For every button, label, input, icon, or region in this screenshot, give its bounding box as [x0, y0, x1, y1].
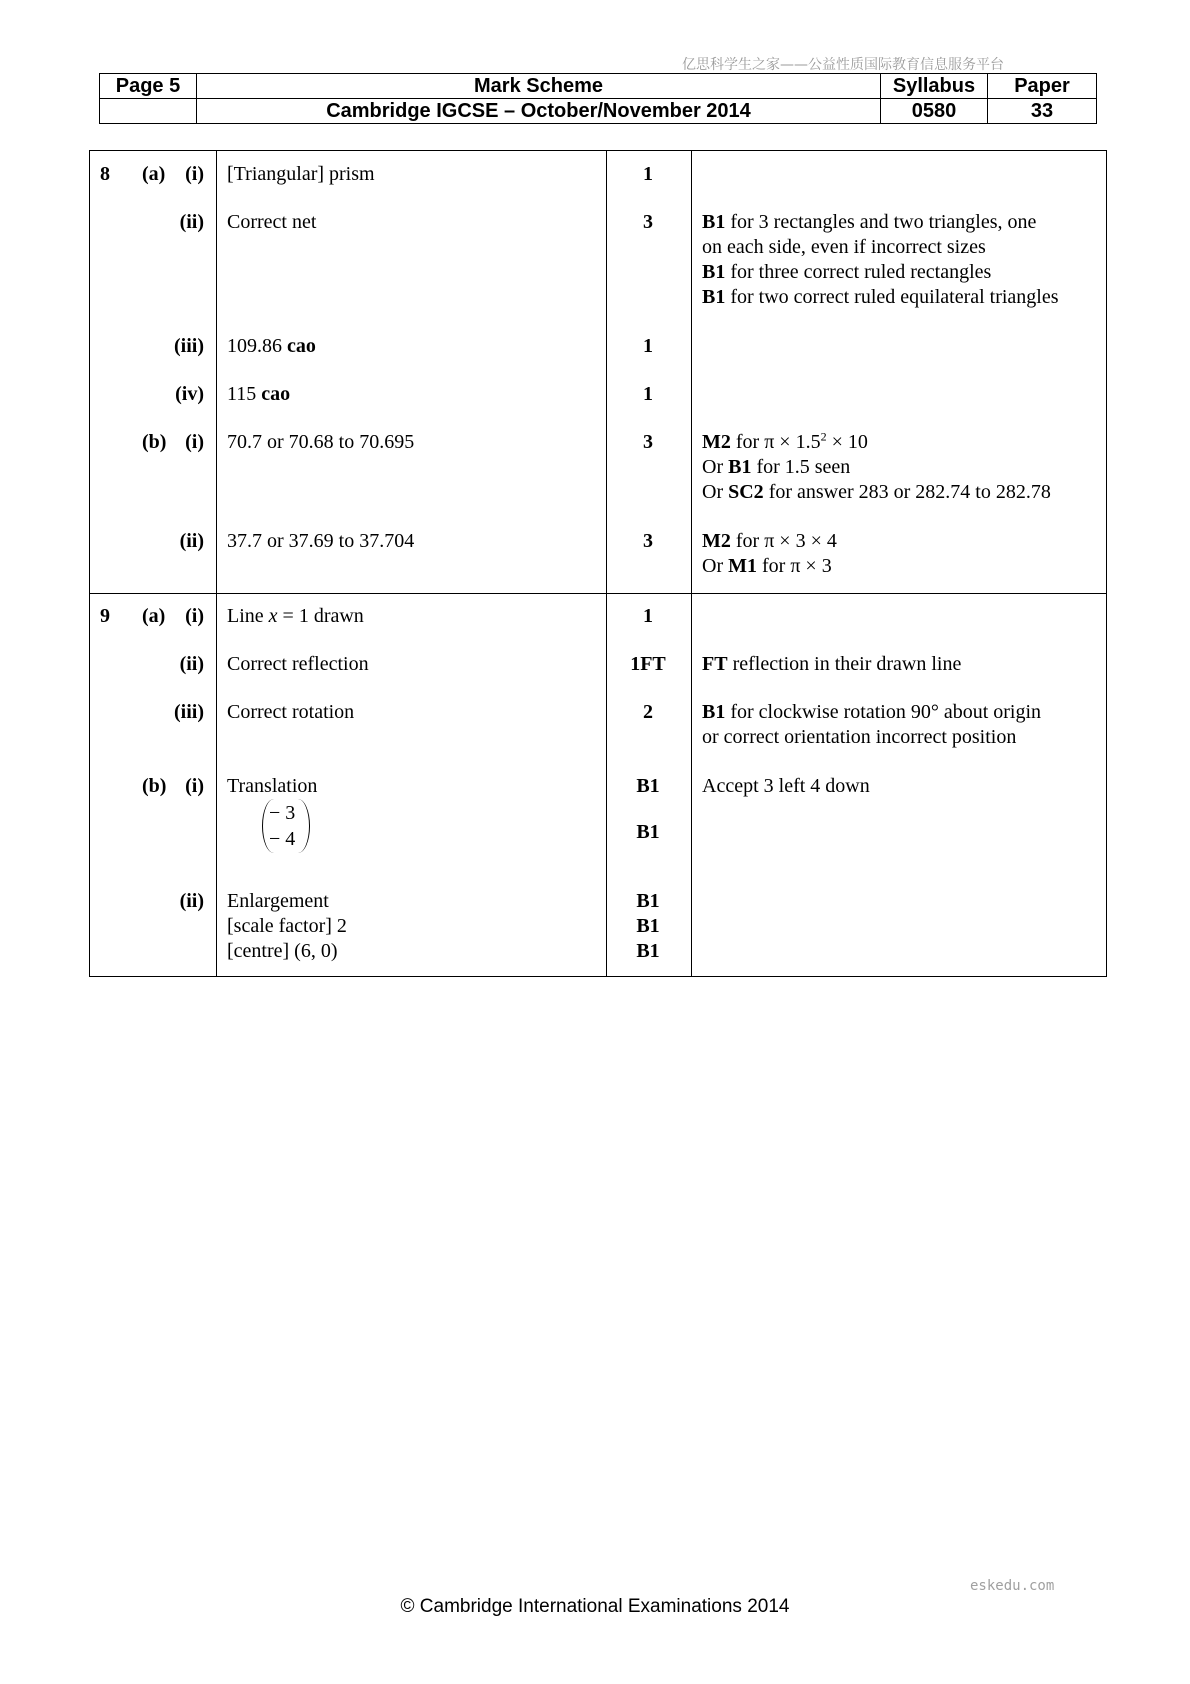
q9a-i-label: (i) — [185, 605, 204, 627]
translation-vector — [262, 799, 310, 853]
watermark-bottom: eskedu.com — [970, 1578, 1055, 1594]
row-divider — [90, 593, 1106, 594]
q8b-i-note-line3: Or SC2 for answer 283 or 282.74 to 282.78 — [702, 481, 1051, 503]
q8a-i-answer: [Triangular] prism — [227, 163, 375, 185]
q9-part-b: (b) — [142, 775, 167, 797]
syllabus-code: 0580 — [881, 99, 988, 124]
copyright-footer: © Cambridge International Examinations 2014 — [400, 1596, 790, 1617]
q9b-ii-answer-1: Enlargement — [227, 890, 329, 912]
q8b-i-label: (i) — [185, 431, 204, 453]
header-table — [99, 73, 1097, 124]
q9b-ii-answer-3: [centre] (6, 0) — [227, 940, 338, 962]
question-number-8: 8 — [100, 163, 110, 185]
q9a-i-mark: 1 — [643, 605, 653, 627]
vector-bottom-value: − 4 — [269, 828, 296, 850]
q8b-ii-answer: 37.7 or 37.69 to 37.704 — [227, 530, 415, 552]
q8a-i-mark: 1 — [643, 163, 653, 185]
q9b-i-label: (i) — [185, 775, 204, 797]
q8b-i-note-line1: M2 for $\pi \times 1.5^2 \times 10$ — [702, 429, 868, 453]
column-divider — [606, 151, 607, 976]
q8a-ii-note-line3: B1 for three correct ruled rectangles — [702, 261, 992, 283]
q8a-ii-mark: 3 — [643, 211, 653, 233]
q8b-ii-label: (ii) — [179, 530, 204, 552]
watermark-top: 亿思科学生之家——公益性质国际教育信息服务平台 — [682, 57, 1004, 73]
q8a-i-label: (i) — [185, 163, 204, 185]
q9a-ii-label: (ii) — [179, 653, 204, 675]
q8a-ii-note-line1: B1 for 3 rectangles and two triangles, one — [702, 211, 1037, 233]
question-number-9: 9 — [100, 605, 110, 627]
q8-part-b: (b) — [142, 431, 167, 453]
q9a-iii-mark: 2 — [643, 701, 653, 723]
q9a-iii-note-line2: or correct orientation incorrect position — [702, 726, 1017, 748]
column-divider — [691, 151, 692, 976]
q9b-ii-mark-3: B1 — [636, 940, 660, 962]
q8-part-a: (a) — [142, 163, 166, 185]
q9a-iii-answer: Correct rotation — [227, 701, 355, 723]
q9a-i-answer: Line x = 1 drawn — [227, 605, 364, 627]
q8b-i-mark: 3 — [643, 431, 653, 453]
q8a-iv-label: (iv) — [175, 383, 204, 405]
q9a-ii-mark: 1FT — [630, 653, 666, 675]
paper-code: 33 — [988, 99, 1097, 124]
vector-top-value: − 3 — [269, 802, 296, 824]
q9b-ii-label: (ii) — [179, 890, 204, 912]
q8b-i-note-line2: Or B1 for 1.5 seen — [702, 456, 851, 478]
q9a-ii-answer: Correct reflection — [227, 653, 369, 675]
q8a-ii-note-line2: on each side, even if incorrect sizes — [702, 236, 986, 258]
q9a-ii-note: FT reflection in their drawn line — [702, 653, 962, 675]
header-empty-cell — [100, 99, 197, 124]
q9b-i-note: Accept 3 left 4 down — [702, 775, 870, 797]
q9b-ii-answer-2: [scale factor] 2 — [227, 915, 347, 937]
q9a-iii-note-line1: B1 for clockwise rotation 90° about origin — [702, 701, 1042, 723]
q8b-ii-note-line1: M2 for π × 3 × 4 — [702, 530, 837, 552]
q9b-i-answer: Translation — [227, 775, 318, 797]
paper-label: Paper — [988, 74, 1097, 99]
q8a-ii-label: (ii) — [179, 211, 204, 233]
syllabus-label: Syllabus — [881, 74, 988, 99]
q8b-ii-mark: 3 — [643, 530, 653, 552]
q9b-i-mark-1: B1 — [636, 775, 660, 797]
q9-part-a: (a) — [142, 605, 166, 627]
q9a-iii-label: (iii) — [174, 701, 204, 723]
q8a-iv-mark: 1 — [643, 383, 653, 405]
mark-scheme-table — [89, 150, 1107, 977]
q8a-iv-answer: 115 cao — [227, 383, 291, 405]
q9b-ii-mark-1: B1 — [636, 890, 660, 912]
document-title: Mark Scheme — [197, 74, 881, 99]
q9b-i-mark-2: B1 — [636, 821, 660, 843]
exam-subtitle: Cambridge IGCSE – October/November 2014 — [197, 99, 881, 124]
q9b-ii-mark-2: B1 — [636, 915, 660, 937]
q8b-ii-note-line2: Or M1 for π × 3 — [702, 555, 832, 577]
q8a-iii-label: (iii) — [174, 335, 204, 357]
q8a-iii-mark: 1 — [643, 335, 653, 357]
q8a-ii-answer: Correct net — [227, 211, 317, 233]
q8a-ii-note-line4: B1 for two correct ruled equilateral triangles — [702, 286, 1059, 308]
q8a-iii-answer: 109.86 cao — [227, 335, 316, 357]
column-divider — [216, 151, 217, 976]
page-number: Page 5 — [100, 74, 197, 99]
q8b-i-answer: 70.7 or 70.68 to 70.695 — [227, 431, 415, 453]
